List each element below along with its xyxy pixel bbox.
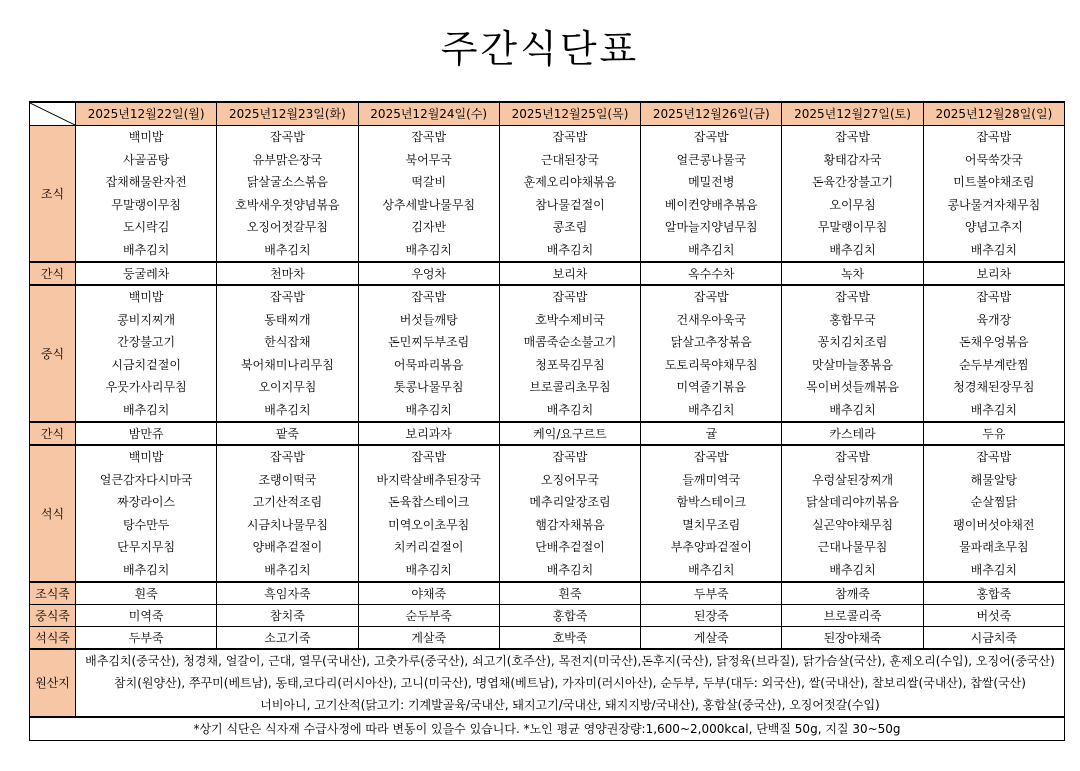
menu-cell: 호박죽 — [499, 627, 640, 650]
dish-item: 동태찌개 — [264, 312, 311, 327]
date-header: 2025년12월25일(목) — [499, 102, 640, 126]
menu-cell: 보리과자 — [358, 422, 499, 445]
menu-cell: 홍합죽 — [499, 605, 640, 627]
meal-label: 석식죽 — [30, 627, 76, 650]
menu-cell: 흰죽 — [499, 582, 640, 605]
porridge-lunch-row — [30, 605, 1065, 627]
dish-item: 알마늘지양념무침 — [664, 220, 758, 234]
menu-cell: 둥굴레차 — [76, 262, 217, 285]
dish-item: 잡곡밥 — [552, 130, 588, 144]
date-header: 2025년12월23일(화) — [217, 102, 358, 126]
dish-item: 배추김치 — [970, 562, 1018, 577]
dish-item: 양념고추지 — [964, 220, 1023, 234]
dish-item: 잡곡밥 — [411, 450, 447, 464]
dish-item: 배추김치 — [829, 402, 876, 417]
dish-item: 잡곡밥 — [693, 290, 729, 304]
dish-item: 호박새우젓양념볶음 — [235, 197, 340, 212]
dish-item: 백미밥 — [128, 450, 164, 464]
dish-item: 돈육찹스테이크 — [388, 495, 470, 509]
dish-item: 청경채된장무침 — [953, 380, 1035, 394]
dish-item: 잡곡밥 — [411, 290, 447, 304]
snack-row-1 — [30, 262, 1065, 285]
dish-item: 잡곡밥 — [976, 130, 1012, 144]
dish-item: 함박스테이크 — [676, 495, 747, 509]
dish-item: 바지락살배추된장국 — [376, 472, 481, 487]
dish-item: 잡곡밥 — [693, 450, 729, 464]
porridge-breakfast-row — [30, 582, 1065, 605]
dish-item: 홍합무국 — [829, 312, 876, 327]
menu-cell: 브로콜리죽 — [782, 605, 923, 627]
dish-item: 어묵파리볶음 — [393, 357, 464, 372]
menu-cell: 게살죽 — [358, 627, 499, 650]
dish-item: 양배추겉절이 — [252, 540, 323, 554]
dish-item: 배추김치 — [122, 562, 170, 577]
meal-label: 중식 — [30, 285, 76, 422]
menu-cell: 버섯죽 — [923, 605, 1064, 627]
dish-item: 청포묵김무침 — [535, 357, 605, 372]
dish-item: 잡곡밥 — [835, 290, 870, 304]
dish-item: 미트볼야채조림 — [953, 175, 1035, 189]
page-title: 주간식단표 — [440, 27, 640, 71]
dish-item: 조랭이떡국 — [258, 472, 317, 487]
dish-item: 한식잡채 — [264, 335, 311, 349]
diagonal-divider — [30, 103, 75, 125]
menu-cell: 시금치죽 — [923, 627, 1064, 650]
lunch-row — [30, 285, 1065, 422]
dish-item: 버섯들깨탕 — [399, 312, 458, 327]
meal-label: 간식 — [30, 262, 76, 285]
dish-item: 콩비지찌개 — [117, 312, 176, 327]
dish-item: 콩나물겨자채무침 — [947, 197, 1041, 212]
dish-item: 돈민찌두부조림 — [388, 335, 470, 349]
dish-item: 얼큰콩나물국 — [676, 152, 747, 167]
menu-cell — [217, 126, 358, 263]
menu-cell: 된장야채죽 — [782, 627, 923, 650]
dish-item: 꽁치김치조림 — [817, 335, 888, 349]
breakfast-row — [30, 126, 1065, 263]
dish-item: 배추김치 — [122, 402, 170, 417]
menu-cell — [358, 285, 499, 422]
menu-cell — [641, 445, 782, 582]
dish-item: 배추김치 — [405, 562, 452, 577]
dish-item: 잡곡밥 — [270, 130, 305, 144]
dish-item: 배추김치 — [688, 562, 735, 577]
dish-item: 메밀전병 — [688, 175, 735, 189]
dish-item: 호박수제비국 — [535, 312, 605, 327]
date-header: 2025년12월22일(월) — [76, 102, 217, 126]
dish-item: 배추김치 — [688, 402, 735, 417]
dish-item: 탕수만두 — [122, 517, 170, 532]
dish-item: 훈제오리야채볶음 — [523, 175, 617, 189]
dinner-row — [30, 445, 1065, 582]
dish-item: 배추김치 — [122, 242, 170, 257]
footnote: *상기 식단은 식자재 수급사정에 따라 변동이 있을수 있습니다. *노인 평균 영양권장량:1,600~2,000kcal, 단백질 50g, 지질 30~50g — [30, 717, 1065, 741]
date-header: 2025년12월26일(금) — [641, 102, 782, 126]
dish-item: 배추김치 — [970, 242, 1018, 257]
dish-item: 매콤죽순소불고기 — [523, 335, 617, 349]
menu-cell: 천마차 — [217, 262, 358, 285]
dish-item: 백미밥 — [128, 130, 164, 144]
dish-item: 미역줄기볶음 — [676, 380, 747, 394]
dish-item: 간장불고기 — [117, 335, 176, 349]
dish-item: 메추리알장조림 — [529, 495, 611, 509]
dish-item: 돈육간장불고기 — [811, 175, 894, 189]
dish-item: 배추김치 — [405, 242, 452, 257]
menu-cell: 녹차 — [782, 262, 923, 285]
dish-item: 맛살마늘쫑볶음 — [811, 357, 894, 372]
dish-item: 무말랭이무침 — [111, 197, 181, 212]
dish-item: 치커리겉절이 — [393, 540, 464, 554]
dish-item: 어묵쑥갓국 — [964, 152, 1023, 167]
menu-cell: 귤 — [641, 422, 782, 445]
dish-item: 잡곡밥 — [270, 290, 305, 304]
dish-item: 잡곡밥 — [411, 130, 447, 144]
menu-cell: 게살죽 — [641, 627, 782, 650]
menu-cell: 두유 — [923, 422, 1064, 445]
dish-item: 햄감자채볶음 — [535, 517, 605, 532]
dish-item: 참나물겉절이 — [535, 197, 605, 212]
menu-cell: 참치죽 — [217, 605, 358, 627]
menu-cell — [217, 285, 358, 422]
dish-item: 톳콩나물무침 — [393, 380, 464, 394]
dish-item: 배추김치 — [546, 242, 594, 257]
dish-item: 돈채우엉볶음 — [959, 335, 1029, 349]
origin-line: 너비아니, 고기산적(닭고기: 기계발골육/국내산, 돼지고기/국내산, 돼지지방/국내산), 홍합살(중국산), 오징어젓갈(수입) — [260, 698, 880, 712]
menu-cell — [782, 126, 923, 263]
menu-cell: 카스테라 — [782, 422, 923, 445]
menu-cell: 흑임자죽 — [217, 582, 358, 605]
dish-item: 목이버섯들깨볶음 — [806, 380, 899, 394]
corner-cell — [30, 102, 76, 126]
dish-item: 배추김치 — [829, 562, 876, 577]
date-header: 2025년12월24일(수) — [358, 102, 499, 126]
menu-cell: 우엉차 — [358, 262, 499, 285]
dish-item: 팽이버섯야채전 — [953, 517, 1035, 532]
dish-item: 우뭇가사리무침 — [105, 380, 187, 394]
dish-item: 배추김치 — [546, 562, 594, 577]
menu-cell — [358, 126, 499, 263]
menu-cell — [641, 126, 782, 263]
dish-item: 해물알탕 — [970, 472, 1018, 487]
menu-cell — [217, 445, 358, 582]
dish-item: 잡채해물완자전 — [105, 175, 187, 189]
dish-item: 배추김치 — [829, 242, 876, 257]
dish-item: 브로콜리초무침 — [529, 380, 611, 394]
dish-item: 베이컨양배추볶음 — [664, 197, 758, 212]
meal-label: 간식 — [30, 422, 76, 445]
menu-cell — [923, 285, 1064, 422]
menu-cell — [923, 445, 1064, 582]
dish-item: 배추김치 — [970, 402, 1018, 417]
dish-item: 잡곡밥 — [270, 450, 305, 464]
menu-cell — [76, 445, 217, 582]
menu-cell — [923, 126, 1064, 263]
menu-cell: 옥수수차 — [641, 262, 782, 285]
menu-cell — [76, 126, 217, 263]
snack-row-2 — [30, 422, 1065, 445]
menu-cell — [641, 285, 782, 422]
dish-item: 잡곡밥 — [693, 130, 729, 144]
dish-item: 닭살데리야끼볶음 — [806, 495, 899, 509]
dish-item: 북어무국 — [405, 152, 452, 167]
dish-item: 고기산적조림 — [252, 495, 323, 509]
weekly-menu-table — [29, 101, 1065, 741]
menu-cell: 참깨죽 — [782, 582, 923, 605]
meal-label: 조식죽 — [30, 582, 76, 605]
dish-item: 들깨미역국 — [682, 472, 741, 487]
meal-label: 석식 — [30, 445, 76, 582]
menu-cell — [499, 445, 640, 582]
menu-cell: 보리차 — [499, 262, 640, 285]
dish-item: 단무지무침 — [117, 540, 176, 554]
origin-line: 배추김치(중국산), 청경채, 얼갈이, 근대, 열무(국내산), 고춧가루(중국산), 쇠고기(호주산), 목전지(미국산),돈후지(국산), 닭정육(브라질), 닭가슴살(국산), 훈제오리(수입), 오징어(중국산) — [85, 654, 1055, 668]
dish-item: 황태감자국 — [823, 152, 882, 167]
dish-item: 물파래초무침 — [959, 540, 1029, 554]
dish-item: 배추김치 — [546, 402, 594, 417]
dish-item: 시금치나물무침 — [246, 517, 328, 532]
dish-item: 유부맑은장국 — [252, 152, 323, 167]
menu-cell: 야채죽 — [358, 582, 499, 605]
dish-item: 닭살굴소스볶음 — [246, 175, 328, 189]
menu-cell: 팥죽 — [217, 422, 358, 445]
dish-item: 근대나물무침 — [817, 540, 888, 554]
dish-item: 김자반 — [411, 220, 447, 234]
menu-cell — [782, 445, 923, 582]
dish-item: 닭살고추장볶음 — [670, 335, 752, 349]
menu-cell — [499, 285, 640, 422]
meal-label: 중식죽 — [30, 605, 76, 627]
menu-cell: 두부죽 — [641, 582, 782, 605]
dish-item: 미역오이초무침 — [388, 517, 470, 532]
menu-cell — [358, 445, 499, 582]
dish-item: 오징어젓갈무침 — [246, 220, 328, 234]
menu-cell — [782, 285, 923, 422]
origin-row — [30, 649, 1065, 717]
menu-cell: 케익/요구르트 — [499, 422, 640, 445]
dish-item: 우렁살된장찌개 — [811, 472, 894, 487]
footnote-row — [30, 717, 1065, 741]
menu-cell: 순두부죽 — [358, 605, 499, 627]
dish-item: 배추김치 — [264, 562, 311, 577]
menu-cell — [76, 285, 217, 422]
dish-item: 시금치겉절이 — [111, 357, 181, 372]
dish-item: 건새우아욱국 — [676, 312, 747, 327]
dish-item: 무말랭이무침 — [817, 220, 888, 234]
dish-item: 떡갈비 — [411, 175, 447, 189]
dish-item: 실곤약야채무침 — [811, 517, 894, 532]
dish-item: 사골곰탕 — [122, 152, 170, 167]
origin-line: 참치(원양산), 쭈꾸미(베트남), 동태,코다리(러시아산), 고니(미국산), 명엽채(베트남), 가자미(러시아산), 순두부, 두부(대두: 외국산), 쌀(국내산), 찰보리쌀(국내산), 찹쌀(국산) — [114, 676, 1026, 690]
dish-item: 순두부계란찜 — [959, 357, 1029, 372]
dish-item: 콩조림 — [552, 220, 588, 234]
dish-item: 멸치무조림 — [682, 517, 741, 532]
menu-cell: 소고기죽 — [217, 627, 358, 650]
meal-label: 조식 — [30, 126, 76, 263]
dish-item: 잡곡밥 — [976, 450, 1012, 464]
origin-label: 원산지 — [30, 649, 76, 717]
dish-item: 배추김치 — [264, 242, 311, 257]
dish-item: 잡곡밥 — [835, 450, 870, 464]
dish-item: 오징어무국 — [541, 472, 599, 487]
menu-cell: 두부죽 — [76, 627, 217, 650]
porridge-dinner-row — [30, 627, 1065, 650]
menu-cell: 보리차 — [923, 262, 1064, 285]
menu-cell: 미역죽 — [76, 605, 217, 627]
dish-item: 육개장 — [976, 312, 1012, 327]
dish-item: 짜장라이스 — [117, 495, 176, 509]
dish-item: 배추김치 — [264, 402, 311, 417]
dish-item: 근대된장국 — [541, 152, 599, 167]
dish-item: 잡곡밥 — [835, 130, 870, 144]
dish-item: 도토리묵야채무침 — [664, 357, 758, 372]
dish-item: 단배추겉절이 — [535, 540, 605, 554]
dish-item: 부추양파겉절이 — [670, 540, 752, 554]
dish-item: 오이무침 — [829, 197, 876, 212]
dish-item: 백미밥 — [128, 290, 164, 304]
dish-item: 상추세발나물무침 — [382, 197, 476, 212]
origin-details — [76, 649, 1065, 717]
dish-item: 얼큰감자다시마국 — [99, 472, 193, 487]
dish-item: 잡곡밥 — [976, 290, 1012, 304]
dish-item: 도시락김 — [122, 220, 170, 234]
dish-item: 북어채미나리무침 — [241, 357, 334, 372]
date-header-row — [30, 102, 1065, 126]
dish-item: 배추김치 — [405, 402, 452, 417]
menu-cell: 흰죽 — [76, 582, 217, 605]
dish-item: 배추김치 — [688, 242, 735, 257]
menu-cell — [499, 126, 640, 263]
menu-cell: 밤만쥬 — [76, 422, 217, 445]
dish-item: 오이지무침 — [258, 380, 317, 394]
date-header: 2025년12월28일(일) — [923, 102, 1064, 126]
dish-item: 잡곡밥 — [552, 290, 588, 304]
dish-item: 순살찜닭 — [970, 495, 1018, 509]
menu-cell: 된장죽 — [641, 605, 782, 627]
dish-item: 잡곡밥 — [552, 450, 588, 464]
date-header: 2025년12월27일(토) — [782, 102, 923, 126]
menu-cell: 홍합죽 — [923, 582, 1064, 605]
